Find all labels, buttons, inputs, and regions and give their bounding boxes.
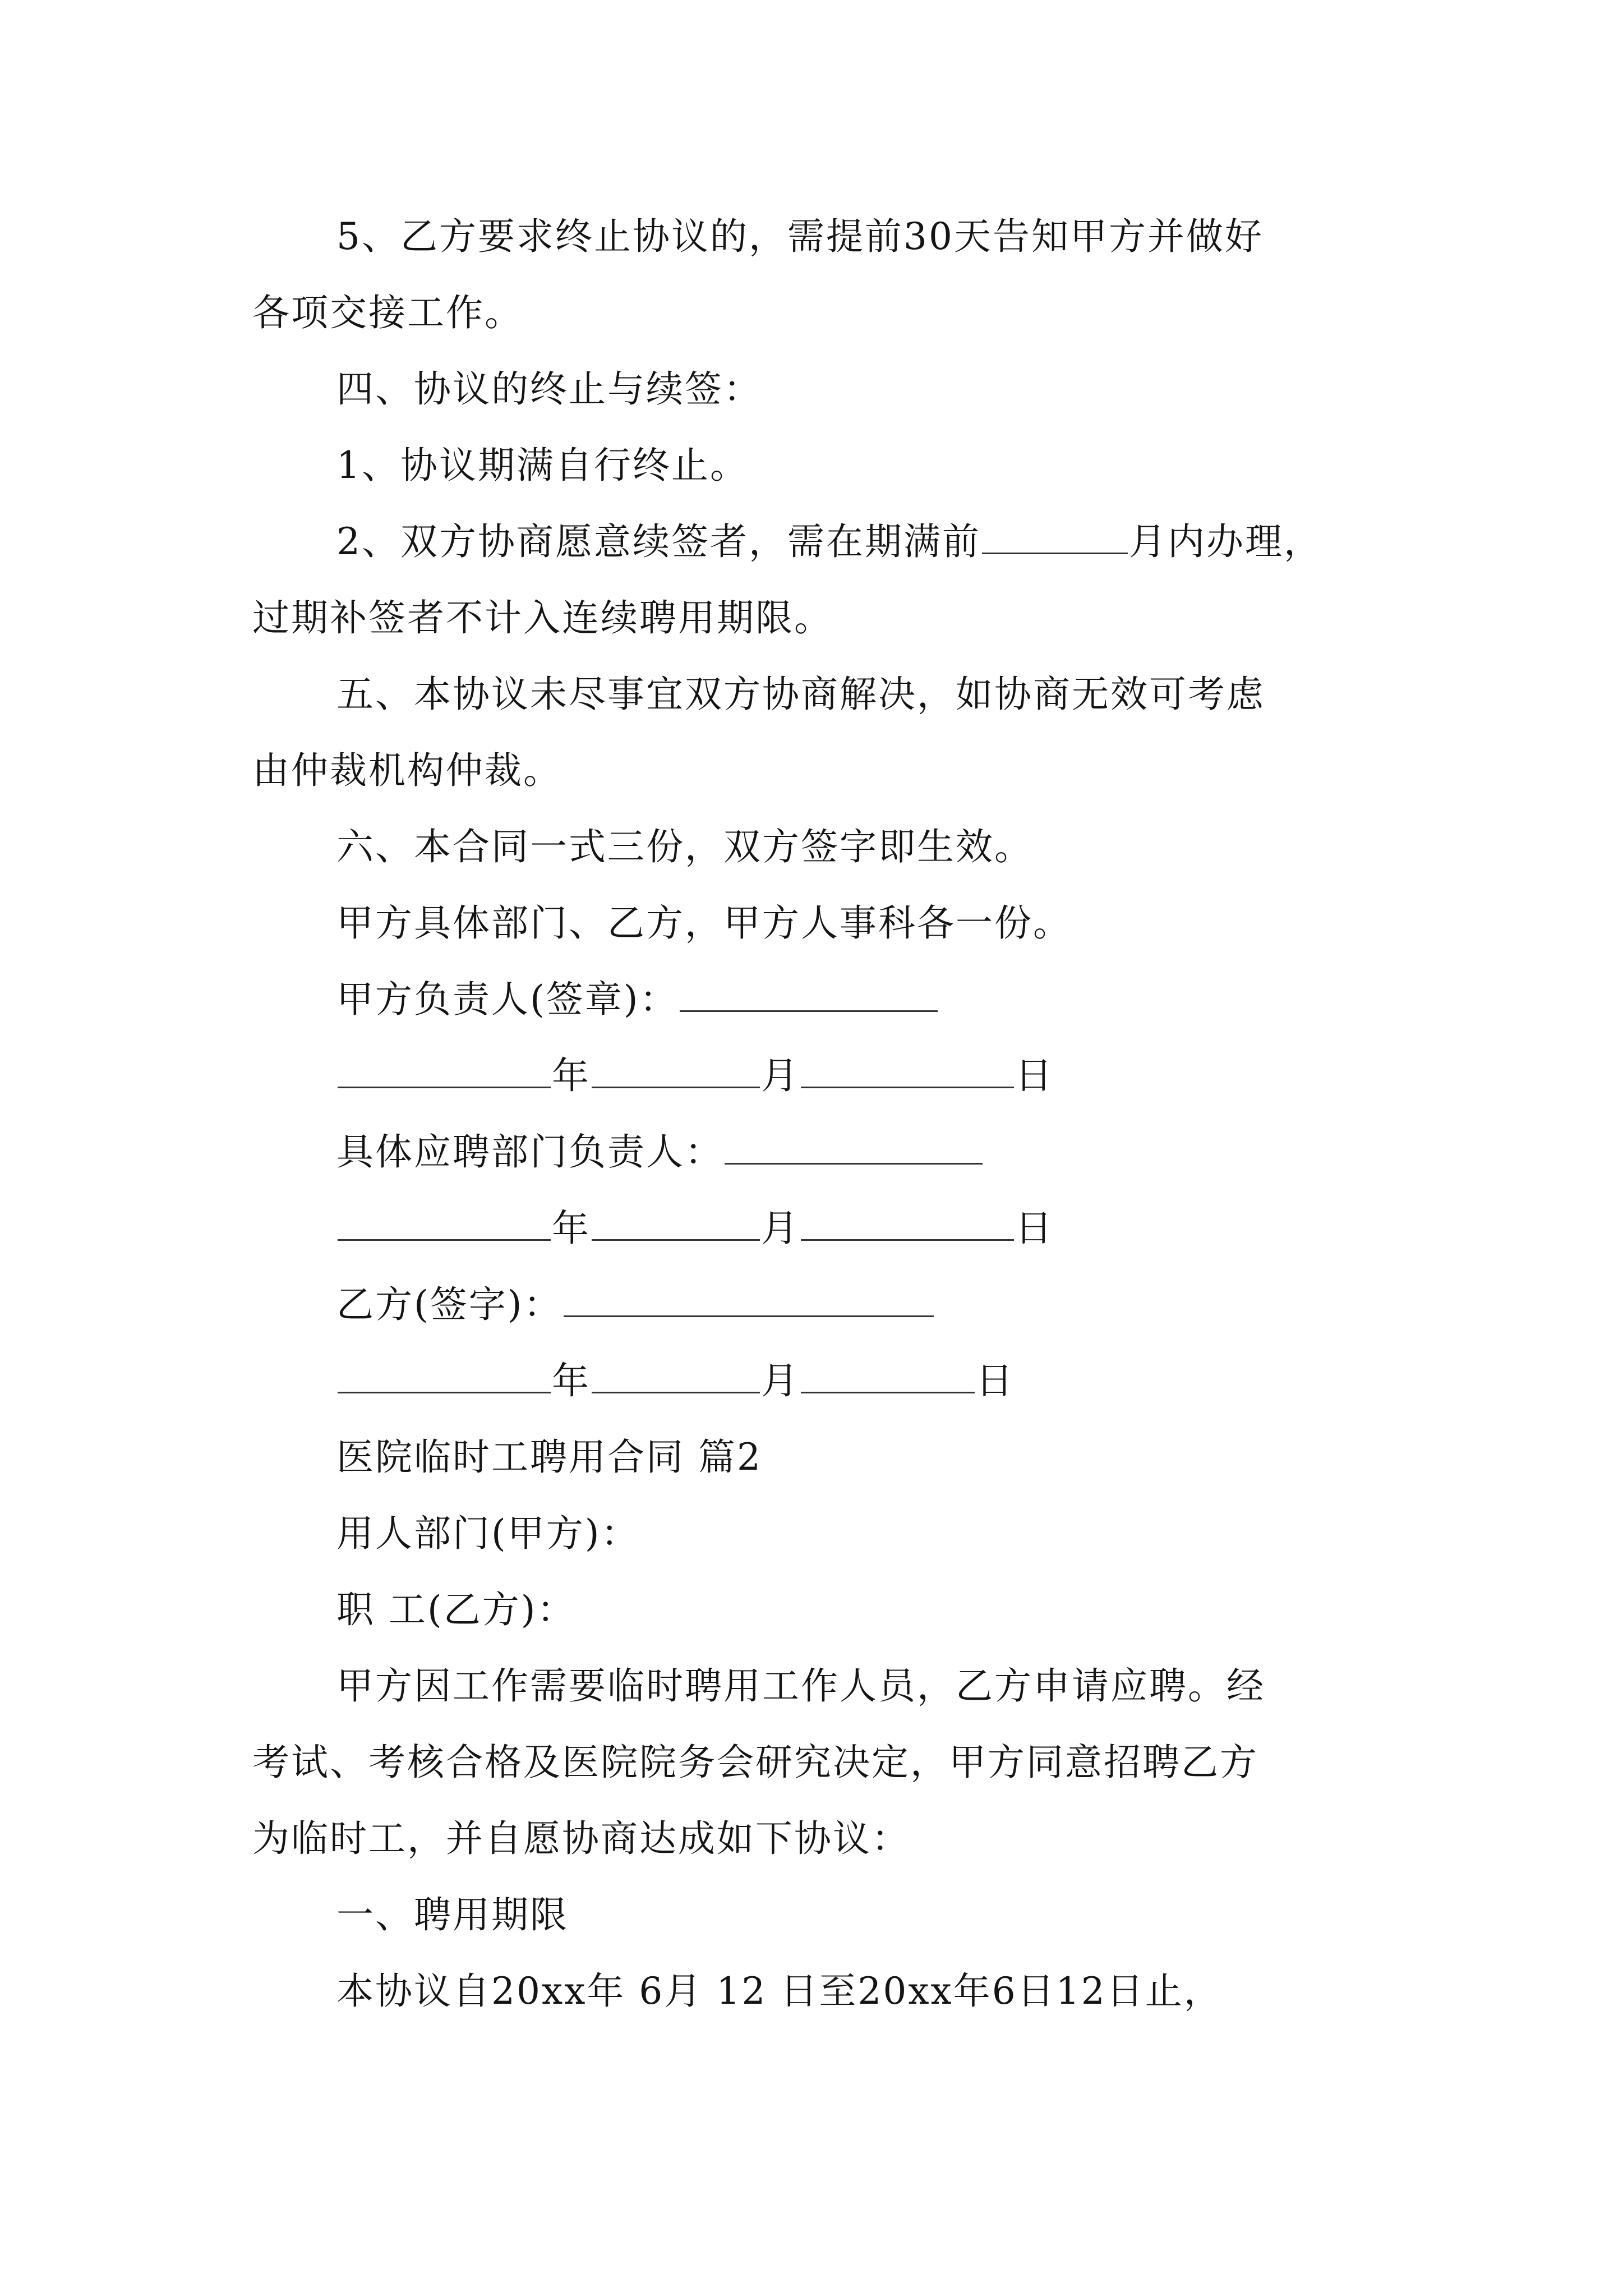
month-label: 月 [761, 1359, 800, 1402]
employee-line: 职 工(乙方)： [336, 1588, 576, 1631]
paragraph-renewal [336, 516, 1486, 568]
party-a-head-label: 甲方负责人(签章)： [336, 978, 679, 1021]
dept-head-label: 具体应聘部门负责人： [336, 1130, 723, 1174]
paragraph-disputes: 五、本协议未尽事宜双方协商解决，如协商无效可考虑 [336, 673, 1265, 716]
party-a-head-blank [680, 976, 938, 1012]
month-label: 月 [761, 1207, 800, 1250]
year-label: 年 [552, 1207, 591, 1250]
intro-line-2: 考试、考核合格及医院院务会研究决定，甲方同意招聘乙方 [252, 1741, 1258, 1784]
party-b-blank [564, 1281, 934, 1317]
year-label: 年 [552, 1359, 591, 1402]
renewal-text-after: 月内办理， [1129, 520, 1322, 563]
intro-line-3: 为临时工，并自愿协商达成如下协议： [252, 1817, 910, 1860]
day-blank [801, 1204, 1014, 1241]
term-text: 本协议自20xx年 6月 12 日至20xx年6日12日止， [336, 1970, 1223, 2013]
day-blank [801, 1357, 975, 1393]
dept-head-blank [725, 1128, 983, 1165]
paragraph-termination-notice: 5、乙方要求终止协议的，需提前30天告知甲方并做好 [336, 215, 1264, 258]
paragraph-arbitration: 由仲裁机构仲裁。 [252, 749, 562, 792]
paragraph-distribution: 甲方具体部门、乙方，甲方人事科各一份。 [336, 901, 1072, 945]
year-label: 年 [552, 1054, 591, 1097]
dept-head-date-line [336, 1203, 1486, 1254]
section-heading-termination-renewal: 四、协议的终止与续签： [336, 367, 762, 411]
month-blank [592, 1357, 760, 1393]
paragraph-late-renewal: 过期补签者不计入连续聘用期限。 [252, 596, 833, 639]
employer-line: 用人部门(甲方)： [336, 1512, 640, 1555]
party-a-date-line [336, 1050, 1486, 1102]
party-a-head-signature [336, 974, 1486, 1025]
paragraph-expiry: 1、协议期满自行终止。 [336, 444, 749, 487]
paragraph-copies: 六、本合同一式三份，双方签字即生效。 [336, 825, 1033, 868]
section2-heading: 医院临时工聘用合同 篇2 [336, 1435, 762, 1479]
paragraph-handover: 各项交接工作。 [252, 291, 523, 334]
day-label: 日 [1015, 1207, 1054, 1250]
party-b-label: 乙方(签字)： [336, 1283, 562, 1326]
year-blank [338, 1204, 551, 1241]
renewal-text-before: 2、双方协商愿意续签者，需在期满前 [336, 520, 981, 563]
intro-line-1: 甲方因工作需要临时聘用工作人员，乙方申请应聘。经 [336, 1664, 1265, 1708]
day-blank [801, 1052, 1014, 1088]
month-label: 月 [761, 1054, 800, 1097]
day-label: 日 [1015, 1054, 1054, 1097]
renewal-months-blank [982, 518, 1128, 554]
party-b-date-line [336, 1355, 1486, 1407]
term-heading: 一、聘用期限 [336, 1893, 569, 1936]
month-blank [592, 1204, 760, 1241]
year-blank [338, 1357, 551, 1393]
month-blank [592, 1052, 760, 1088]
party-b-signature [336, 1279, 1486, 1331]
year-blank [338, 1052, 551, 1088]
day-label: 日 [976, 1359, 1015, 1402]
dept-head-signature [336, 1126, 1486, 1178]
